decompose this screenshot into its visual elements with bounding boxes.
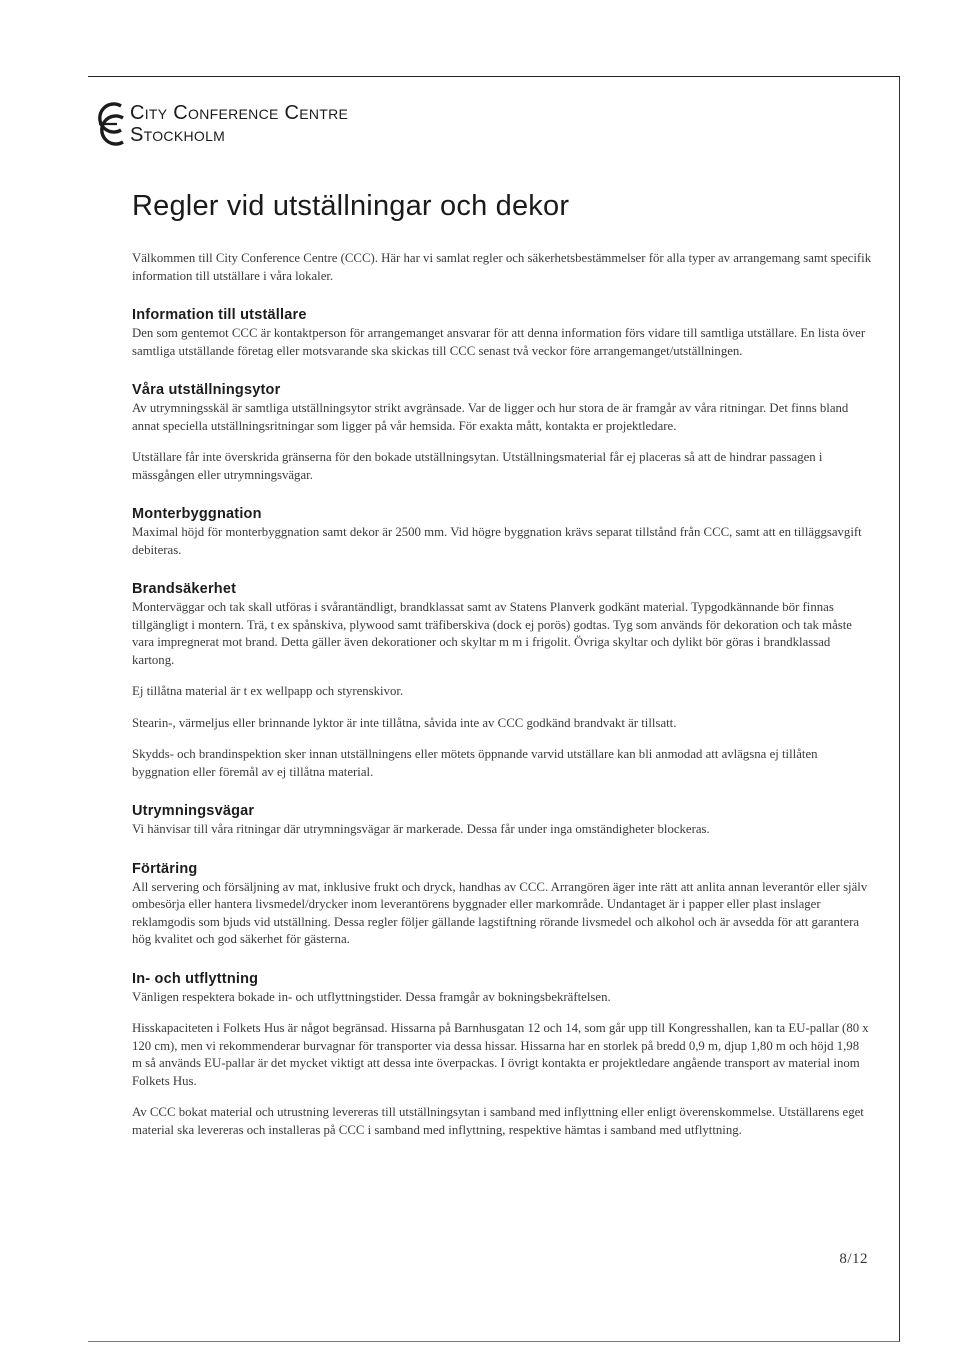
section-paragraph: Vi hänvisar till våra ritningar där utrymningsvägar är markerade. Dessa får under inga omständigheter blockeras. [132,822,710,836]
section-paragraph: Stearin-, värmeljus eller brinnande lyktor är inte tillåtna, såvida inte av CCC godkänd brandvakt är tillsatt. [132,715,677,730]
section-brandsakerhet [132,581,872,781]
section-paragraph: Utställare får inte överskrida gränserna för den bokade utställningsytan. Utställningsmaterial får ej placeras så att de hindrar passagen i mässgången eller utrymningsvägar. [132,450,823,482]
section-heading: Brandsäkerhet [132,581,237,597]
intro-paragraph: Välkommen till City Conference Centre (CCC). Här har vi samlat regler och säkerhetsbestämmelser för alla typer av arrangemang samt specifik information till utställare i våra lokaler. [132,251,872,283]
document-body [132,250,872,1153]
section-paragraph: Av CCC bokat material och utrustning levereras till utställningsytan i samband med inflyttning eller enligt överenskommelse. Utställarens eget material ska levereras och installeras på CCC i samband med inflyttning, respektive hämtas i samband med utflyttning. [132,1105,864,1137]
ccc-logo-icon [91,100,127,148]
document-title: Regler vid utställningar och dekor [132,190,570,222]
section-paragraph: Vänligen respektera bokade in- och utflyttningstider. Dessa framgår av bokningsbekräftelsen. [132,989,611,1004]
section-paragraph: Hisskapaciteten i Folkets Hus är något begränsad. Hissarna på Barnhusgatan 12 och 14, som går upp till Kongresshallen, kan ta EU-pallar (80 x 120 cm), men vi rekommenderar burvagnar för transporter via dessa hissar. Hissarna har en storlek på bredd 0,9 m, djup 1,80 m och höjd 1,98 m så används EU-pallar är det mycket viktigt att dessa inte överpackas. I övrigt kontakta er projektledare angående transport av material inom Folkets Hus. [132,1021,869,1088]
section-in-och-utflyttning [132,971,872,1140]
section-heading: Monterbyggnation [132,506,262,522]
section-paragraph: Monterväggar och tak skall utföras i svårantändligt, brandklassat samt av Statens Planverk godkänt material. Typgodkännande bör finnas tillgängligt i montern. Trä, t ex spånskiva, plywood samt träfiberskiva (dock ej porös) godtas. Tyg som används för dekoration och tak måste vara impregnerat mot brand. Detta gäller även dekorationer och skyltar m m i frigolit. Övriga skyltar och dylikt bör göras i brandklassad kartong. [132,600,852,667]
section-heading: Våra utställningsytor [132,382,281,398]
section-monterbyggnation [132,506,872,559]
section-paragraph: Den som gentemot CCC är kontaktperson för arrangemanget ansvarar för att denna information förs vidare till samtliga utställare. En lista över samtliga utställande företag eller motsvarande ska skickas till CCC senast två veckor före arrangemanget/utställningen. [132,326,866,358]
section-information-till-utstallare [132,307,872,360]
section-utrymningsvagar [132,803,872,839]
logo [91,100,348,148]
section-paragraph: All servering och försäljning av mat, inklusive frukt och dryck, handhas av CCC. Arrangören äger inte rätt att anlita annan leverantör eller själv ombesörja eller hantera livsmedel/drycker inom leverantörens byggnader eller markområde. Undantaget är i papper eller plast inslager reklamgodis som bjuds vid utställning. Dessa regler följer gällande lagstiftning rörande livsmedel och alkohol och är avsedda för att garantera hög kvalitet och god säkerhet för gästerna. [132,879,868,946]
section-paragraph: Ej tillåtna material är t ex wellpapp och styrenskivor. [132,684,404,698]
section-fortaring [132,861,872,949]
logo-line-1: City Conference Centre [130,102,349,124]
section-heading: Information till utställare [132,307,307,323]
section-vara-utstallningsytor [132,382,872,484]
section-paragraph: Av utrymningsskäl är samtliga utställningsytor strikt avgränsade. Var de ligger och hur stora de är framgår av våra ritningar. Det finns bland annat speciella utställningsritningar som ligger på vår hemsida. För exakta mått, kontakta er projektledare. [132,401,849,433]
logo-text [130,102,348,146]
section-heading: In- och utflyttning [132,970,259,987]
section-heading: Utrymningsvägar [132,803,255,819]
page-number: 8/12 [839,1251,868,1267]
section-paragraph: Skydds- och brandinspektion sker innan utställningens eller mötets öppnande varvid utställare kan bli anmodad att avlägsna ej tillåten byggnation eller föremål av ej tillåtna material. [132,747,818,779]
logo-line-2: Stockholm [130,124,226,146]
section-heading: Förtäring [132,860,198,877]
section-paragraph: Maximal höjd för monterbyggnation samt dekor är 2500 mm. Vid högre byggnation krävs separat tillstånd från CCC, samt att en tilläggsavgift debiteras. [132,525,862,557]
